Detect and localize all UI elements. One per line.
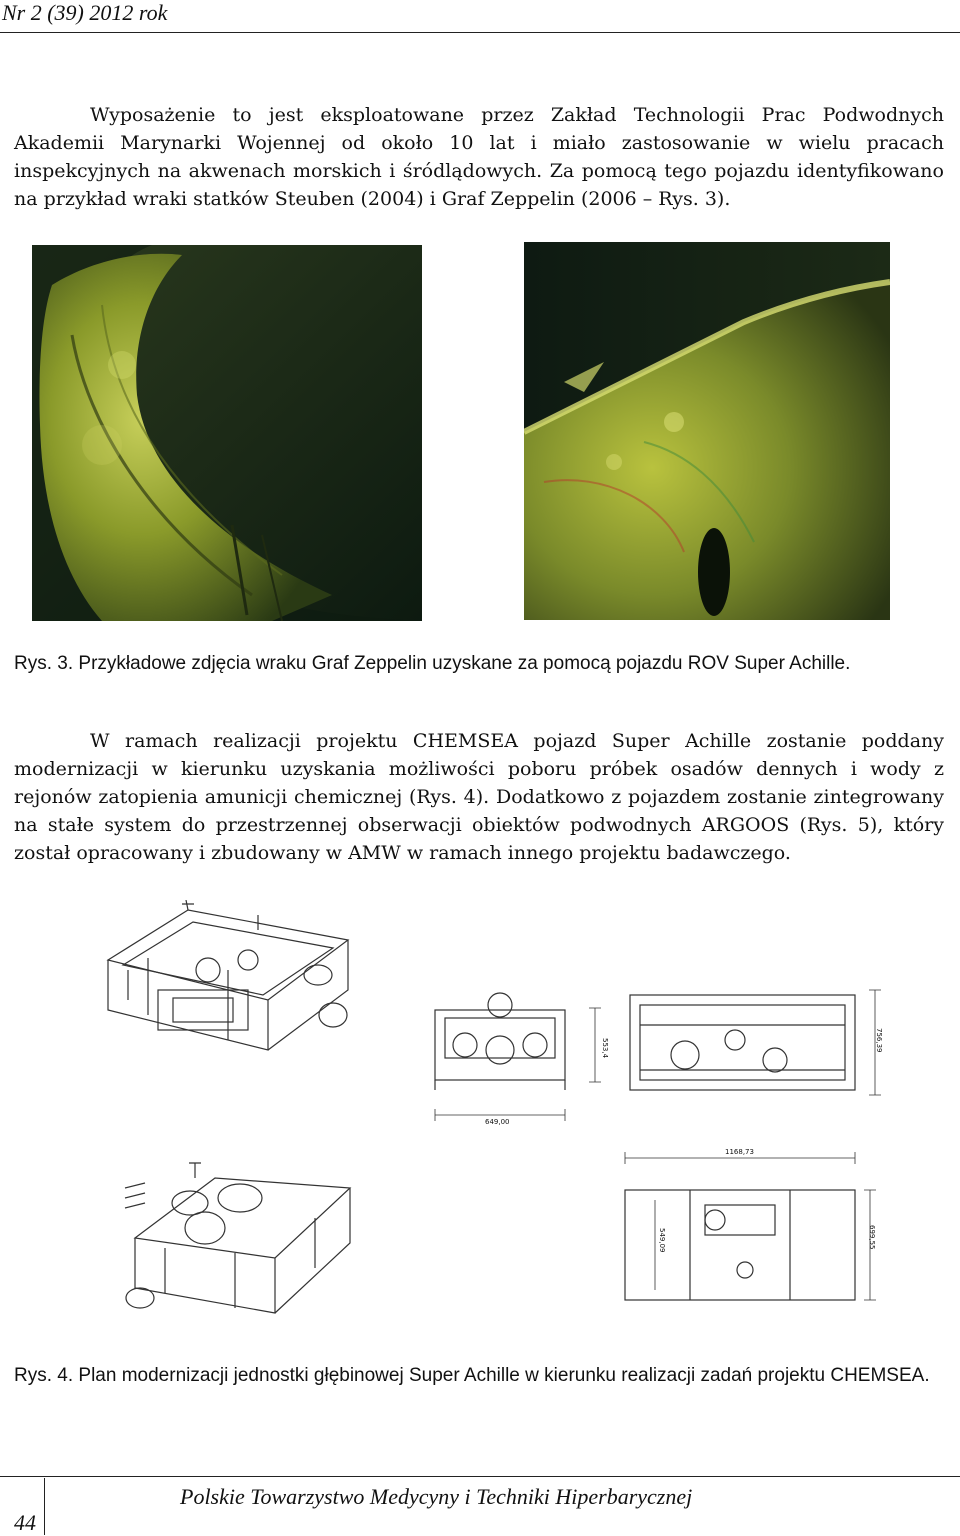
- paragraph-intro: Wyposażenie to jest eksploatowane przez Zakład Technologii Prac Podwodnych Akademii Marynarki Wojennej od około 10 lat i miało zastosowanie w wielu pracach inspekcyjnych na akwenach morskich i śródlądowych. Za pomocą tego pojazdu identyfikowano na przykład wraki statków Steuben (2004) i Graf Zeppelin (2006 – Rys. 3).: [14, 104, 944, 210]
- top-length-dimension: 1168,73: [725, 1148, 754, 1156]
- page-number-divider: [44, 1478, 45, 1535]
- front-height-dimension: 553,4: [601, 1038, 609, 1059]
- paragraph-chemsea: W ramach realizacji projektu CHEMSEA pojazd Super Achille zostanie poddany modernizacji w kierunku uzyskania możliwości poboru próbek osadów dennych i wody z rejonów zatopienia amunicji chemicznej (Rys. 4). Dodatkowo z pojazdem zostanie zintegrowany na stałe system do przestrzennej obserwacji obiektów podwodnych ARGOOS (Rys. 5), który został opracowany i zbudowany w AMW w ramach innego projektu badawczego.: [14, 730, 944, 864]
- footer-society: Polskie Towarzystwo Medycyny i Techniki Hiperbarycznej: [180, 1484, 693, 1509]
- rov-isometric-drawing-bottom: [115, 1148, 360, 1328]
- page-header: [0, 0, 960, 33]
- rov-top-view-drawing: [620, 1150, 880, 1315]
- rov-side-view-drawing: [625, 980, 890, 1120]
- front-width-dimension: 649,00: [485, 1118, 510, 1126]
- side-height-dimension: 756,39: [875, 1028, 883, 1053]
- figure-3-caption: Rys. 3. Przykładowe zdjęcia wraku Graf Zeppelin uzyskane za pomocą pojazdu ROV Super Achille.: [14, 653, 851, 674]
- page-number: 44: [14, 1510, 36, 1535]
- rov-isometric-drawing-top: [98, 900, 360, 1068]
- top-width-right-dimension: 699,55: [868, 1225, 876, 1250]
- top-width-left-dimension: 549,09: [658, 1228, 666, 1253]
- wreck-photo-right: [524, 242, 890, 620]
- wreck-photo-left: [32, 245, 422, 621]
- figure-4-caption: Rys. 4. Plan modernizacji jednostki głębinowej Super Achille w kierunku realizacji zadań projektu CHEMSEA.: [14, 1365, 930, 1386]
- issue-label: Nr 2 (39) 2012 rok: [2, 0, 168, 25]
- rov-front-view-drawing: [415, 990, 615, 1130]
- footer-rule: [0, 1476, 960, 1477]
